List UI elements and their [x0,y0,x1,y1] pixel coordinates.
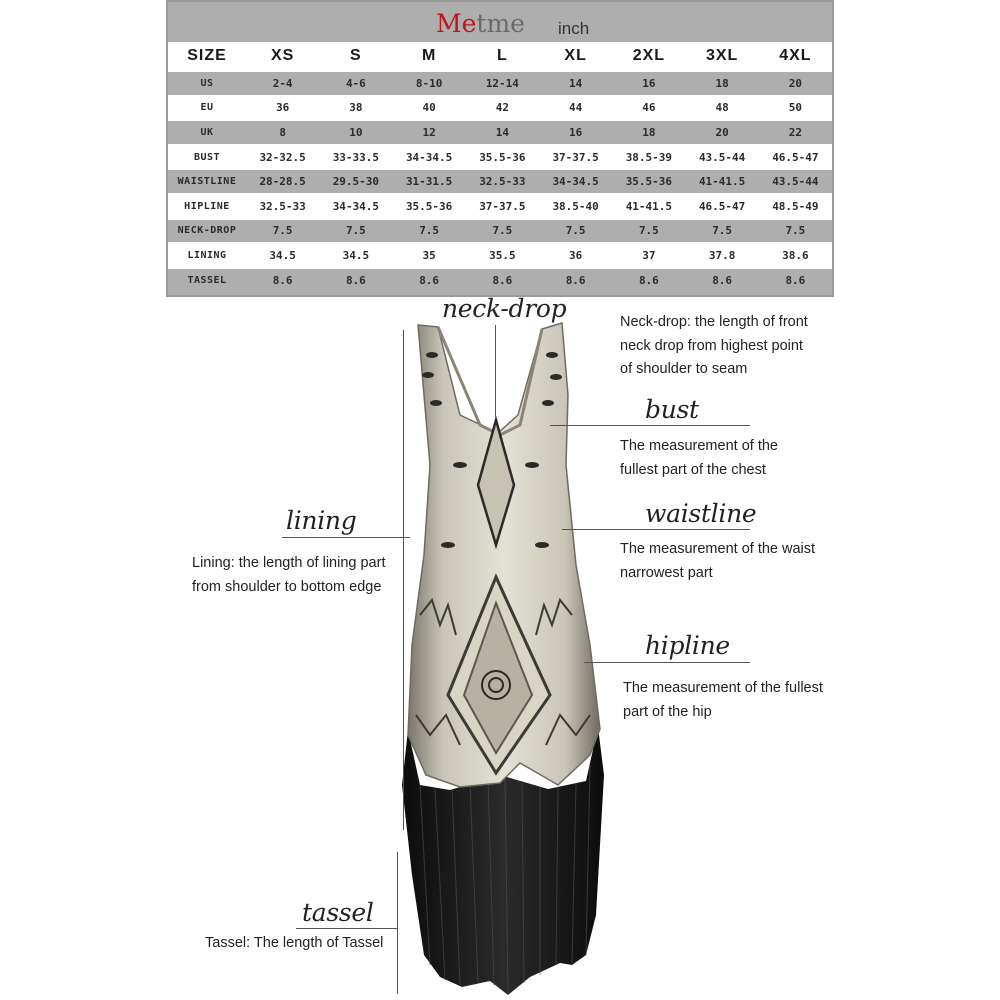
bust-line [550,425,750,426]
tassel-line-h [296,928,398,929]
row-label: BUST [168,145,246,170]
size-cell: 16 [612,71,685,96]
size-cell: 40 [393,96,466,121]
term-bust: bust [645,395,699,424]
size-cell: 34-34.5 [319,194,392,219]
size-cell: 7.5 [612,219,685,244]
term-lining: lining [286,506,357,535]
row-label: TASSEL [168,268,246,293]
size-cell: 14 [539,71,612,96]
desc-lining: Lining: the length of lining part from shoulder to bottom edge [192,555,386,595]
size-cell: 4-6 [319,71,392,96]
size-row-hipline [168,194,832,219]
size-cell: 44 [539,96,612,121]
size-cell: 7.5 [539,219,612,244]
brand-logo-first: Me [436,9,477,38]
size-cell: 7.5 [686,219,759,244]
size-cell: 8.6 [319,268,392,293]
size-cell: 46.5-47 [686,194,759,219]
header-cell: L [466,42,539,71]
size-cell: 37 [612,243,685,268]
size-cell: 37.8 [686,243,759,268]
desc-waistline: The measurement of the waist narrowest part [620,541,816,581]
size-cell: 35 [393,243,466,268]
size-cell: 35.5 [466,243,539,268]
size-cell: 7.5 [466,219,539,244]
size-cell: 34-34.5 [393,145,466,170]
flapper-dress-illustration [390,315,620,1000]
header-cell: XS [246,42,319,71]
size-cell: 35.5-36 [393,194,466,219]
size-cell: 8.6 [612,268,685,293]
size-cell: 41-41.5 [612,194,685,219]
row-label: LINING [168,243,246,268]
header-cell: 4XL [759,42,832,71]
brand-logo [436,10,525,38]
term-waistline: waistline [645,499,757,528]
size-cell: 7.5 [759,219,832,244]
size-cell: 31-31.5 [393,169,466,194]
header-cell: XL [539,42,612,71]
header-cell: 3XL [686,42,759,71]
size-cell: 8.6 [759,268,832,293]
size-cell: 48.5-49 [759,194,832,219]
size-cell: 33-33.5 [319,145,392,170]
size-row-tassel [168,268,832,293]
size-cell: 41-41.5 [686,169,759,194]
lining-line-h [282,537,410,538]
size-cell: 8.6 [246,268,319,293]
size-cell: 37-37.5 [466,194,539,219]
row-label: HIPLINE [168,194,246,219]
size-cell: 32.5-33 [246,194,319,219]
size-row-eu [168,96,832,121]
size-chart [166,0,834,297]
size-cell: 32-32.5 [246,145,319,170]
desc-hipline: The measurement of the fullest part of the hip [623,680,823,720]
size-cell: 20 [686,120,759,145]
header-cell: 2XL [612,42,685,71]
size-row-us [168,71,832,96]
size-row-waistline [168,169,832,194]
size-cell: 35.5-36 [466,145,539,170]
size-header-row [168,42,832,71]
size-cell: 10 [319,120,392,145]
row-label: US [168,71,246,96]
size-cell: 7.5 [246,219,319,244]
size-row-lining [168,243,832,268]
size-row-uk [168,120,832,145]
tassel-line-v [397,852,398,994]
size-cell: 32.5-33 [466,169,539,194]
term-neck-drop: neck-drop [442,294,567,323]
row-label: WAISTLINE [168,169,246,194]
size-cell: 7.5 [393,219,466,244]
size-cell: 18 [612,120,685,145]
row-label: EU [168,96,246,121]
term-hipline: hipline [645,631,730,660]
size-table-body [168,71,832,292]
desc-tassel: Tassel: The length of Tassel [205,935,384,951]
size-chart-header [168,2,832,42]
row-label: UK [168,120,246,145]
row-label: NECK-DROP [168,219,246,244]
size-cell: 8.6 [393,268,466,293]
size-cell: 18 [686,71,759,96]
size-cell: 20 [759,71,832,96]
desc-neck-drop: Neck-drop: the length of front neck drop from highest point of shoulder to seam [620,314,808,377]
size-cell: 16 [539,120,612,145]
size-cell: 46.5-47 [759,145,832,170]
size-cell: 43.5-44 [686,145,759,170]
lining-line-v [403,330,404,830]
size-row-neck-drop [168,219,832,244]
size-cell: 42 [466,96,539,121]
size-cell: 38.5-39 [612,145,685,170]
term-tassel: tassel [302,898,374,927]
header-cell: M [393,42,466,71]
header-cell: S [319,42,392,71]
size-cell: 38.6 [759,243,832,268]
size-cell: 2-4 [246,71,319,96]
size-cell: 34.5 [319,243,392,268]
size-table [168,42,832,292]
size-cell: 14 [466,120,539,145]
size-cell: 22 [759,120,832,145]
header-cell: SIZE [168,42,246,71]
unit-label: inch [558,19,590,38]
size-row-bust [168,145,832,170]
hipline-line [584,662,750,663]
size-cell: 28-28.5 [246,169,319,194]
size-cell: 8 [246,120,319,145]
size-cell: 8.6 [466,268,539,293]
size-cell: 8.6 [686,268,759,293]
size-cell: 34.5 [246,243,319,268]
size-cell: 12 [393,120,466,145]
size-cell: 43.5-44 [759,169,832,194]
size-cell: 7.5 [319,219,392,244]
neck-drop-line [495,325,496,417]
size-cell: 8.6 [539,268,612,293]
size-cell: 38.5-40 [539,194,612,219]
size-cell: 38 [319,96,392,121]
size-cell: 12-14 [466,71,539,96]
size-cell: 37-37.5 [539,145,612,170]
desc-bust: The measurement of the fullest part of the chest [620,438,778,478]
size-cell: 36 [539,243,612,268]
size-cell: 29.5-30 [319,169,392,194]
size-cell: 8-10 [393,71,466,96]
size-cell: 34-34.5 [539,169,612,194]
size-cell: 48 [686,96,759,121]
brand-logo-rest: tme [476,9,525,38]
size-cell: 50 [759,96,832,121]
size-cell: 46 [612,96,685,121]
size-cell: 35.5-36 [612,169,685,194]
size-cell: 36 [246,96,319,121]
waistline-line [562,529,750,530]
